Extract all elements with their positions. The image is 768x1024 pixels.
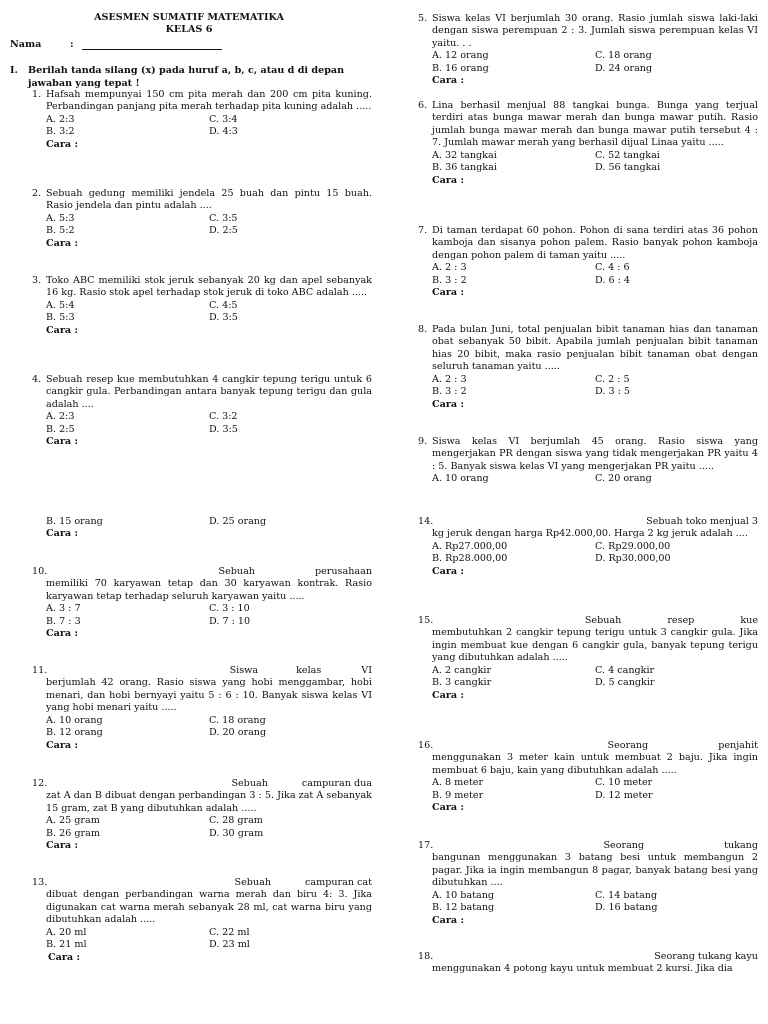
option-a[interactable]: A. 10 orang bbox=[46, 714, 103, 726]
option-c[interactable]: C. 18 orang bbox=[595, 50, 652, 62]
question-9 bbox=[418, 436, 758, 486]
question-number: 6. bbox=[418, 100, 428, 111]
option-d[interactable]: D. 4:3 bbox=[209, 126, 238, 138]
option-d[interactable]: D. 56 tangkai bbox=[595, 162, 661, 174]
question-number: 1. bbox=[32, 89, 42, 100]
option-b[interactable]: B. 3:2 bbox=[46, 126, 75, 138]
question-6 bbox=[418, 100, 758, 187]
question-text-head: tukang bbox=[724, 840, 758, 851]
question-text-head: resep bbox=[667, 615, 695, 626]
question-11 bbox=[32, 665, 372, 752]
cara-label: Cara : bbox=[432, 75, 465, 87]
question-text: menggunakan 4 potong kayu untuk membuat 2 kursi. Jika dia bbox=[432, 963, 733, 975]
cara-label: Cara : bbox=[46, 528, 79, 540]
cara-label: Cara : bbox=[432, 565, 465, 577]
option-d[interactable]: D. 16 batang bbox=[595, 902, 658, 914]
option-d[interactable]: D. Rp30.000,00 bbox=[595, 553, 671, 565]
question-text: menggunakan 3 meter kain untuk membuat 2 baju. Jika ingin membuat 6 baju, kain yang dibutuhkan adalah ..... bbox=[432, 752, 758, 776]
option-a[interactable]: A. 2:3 bbox=[46, 411, 75, 423]
question-3 bbox=[32, 275, 372, 337]
option-b[interactable]: B. 2:5 bbox=[46, 423, 75, 435]
question-number: 18. bbox=[418, 951, 434, 962]
question-12 bbox=[32, 778, 372, 853]
option-d[interactable]: D. 25 orang bbox=[209, 516, 267, 527]
worksheet-title: ASESMEN SUMATIF MATEMATIKA bbox=[94, 12, 284, 23]
option-a[interactable]: A. 2:3 bbox=[46, 113, 75, 125]
option-b[interactable]: B. 15 orang bbox=[46, 516, 103, 527]
option-c[interactable]: C. 3:4 bbox=[209, 113, 238, 125]
question-10 bbox=[32, 566, 372, 641]
question-text: membutuhkan 2 cangkir tepung terigu untuk 3 cangkir gula. Jika ingin membuat kue dengan 6 cangkir gula, banyak tepung terigu yang dibutuhkan adalah ..... bbox=[432, 627, 758, 664]
option-a[interactable]: A. 2 : 3 bbox=[432, 373, 467, 385]
question-number: 2. bbox=[32, 188, 42, 199]
option-d[interactable]: D. 6 : 4 bbox=[595, 274, 630, 286]
cara-label: Cara : bbox=[46, 138, 79, 150]
cara-label: Cara : bbox=[432, 802, 465, 814]
option-d[interactable]: D. 30 gram bbox=[209, 827, 264, 839]
option-a[interactable]: A. 8 meter bbox=[432, 777, 484, 789]
option-b[interactable]: B. 12 orang bbox=[46, 727, 103, 739]
option-d[interactable]: D. 5 cangkir bbox=[595, 677, 655, 689]
question-text: Di taman terdapat 60 pohon. Pohon di sana terdiri atas 36 pohon kamboja dan sisanya pohon palem. Rasio banyak pohon kamboja dengan pohon palem di taman yaitu ..... bbox=[432, 225, 758, 261]
cara-label: Cara : bbox=[432, 914, 465, 926]
cara-label: Cara : bbox=[46, 324, 79, 336]
class-label: KELAS 6 bbox=[165, 24, 213, 36]
option-a[interactable]: A. 5:4 bbox=[46, 299, 75, 311]
option-c[interactable]: C. Rp29.000,00 bbox=[595, 540, 671, 552]
instruction-text-2: jawaban yang tepat ! bbox=[28, 77, 140, 89]
cara-label: Cara : bbox=[46, 436, 79, 448]
option-c[interactable]: C. 4:5 bbox=[209, 299, 238, 311]
question-number: 16. bbox=[418, 740, 434, 751]
option-d[interactable]: D. 20 orang bbox=[209, 727, 267, 739]
question-text-head: campuran dua bbox=[301, 778, 372, 789]
question-text-head: Sebuah bbox=[234, 877, 271, 888]
cara-label: Cara : bbox=[432, 174, 465, 186]
cara-label: Cara : bbox=[432, 689, 465, 701]
question-text-head: Sebuah bbox=[231, 778, 268, 789]
question-number: 9. bbox=[418, 436, 428, 447]
question-13 bbox=[32, 877, 372, 964]
question-text: Siswa kelas VI berjumlah 30 orang. Rasio jumlah siswa laki-laki dengan siswa perempuan 2 : 3. Jumlah siswa perempuan kelas VI yaitu. . . bbox=[432, 13, 758, 49]
option-d[interactable]: D. 3:5 bbox=[209, 312, 238, 324]
option-d[interactable]: D. 24 orang bbox=[595, 62, 653, 74]
option-b[interactable]: B. 7 : 3 bbox=[46, 615, 81, 627]
option-a[interactable]: A. 2 : 3 bbox=[432, 262, 467, 274]
cara-label: Cara : bbox=[432, 398, 465, 410]
option-d[interactable]: D. 23 ml bbox=[209, 939, 250, 951]
option-b[interactable]: B. 21 ml bbox=[46, 939, 87, 951]
option-b[interactable]: B. 3 : 2 bbox=[432, 274, 467, 286]
question-7 bbox=[418, 225, 758, 300]
question-8 bbox=[418, 324, 758, 411]
option-d[interactable]: D. 2:5 bbox=[209, 225, 238, 237]
option-c[interactable]: C. 28 gram bbox=[209, 815, 263, 827]
question-text-head: penjahit bbox=[718, 740, 758, 751]
option-a[interactable]: A. 3 : 7 bbox=[46, 603, 81, 615]
option-c[interactable]: C. 14 batang bbox=[595, 889, 658, 901]
question-text-head: Seorang bbox=[607, 740, 649, 751]
cara-label: Cara : bbox=[48, 951, 81, 963]
question-number: 14. bbox=[418, 516, 434, 527]
question-text-head: Sebuah toko menjual 3 bbox=[646, 516, 758, 527]
option-d[interactable]: D. 7 : 10 bbox=[209, 615, 251, 627]
option-a[interactable]: A. 20 ml bbox=[46, 926, 87, 938]
question-text-head: kue bbox=[740, 615, 758, 626]
question-5 bbox=[418, 13, 758, 88]
question-number: 11. bbox=[32, 665, 48, 676]
question-text-head: VI bbox=[361, 665, 372, 676]
question-4 bbox=[32, 374, 372, 449]
option-c[interactable]: C. 4 : 6 bbox=[595, 262, 630, 274]
option-b[interactable]: B. 16 orang bbox=[432, 62, 489, 74]
question-text: dibuat dengan perbandingan warna merah dan biru 4: 3. Jika digunakan cat warna merah sebanyak 28 ml, cat warna biru yang dibutuhkan adalah ..... bbox=[46, 889, 372, 926]
question-text: Toko ABC memiliki stok jeruk sebanyak 20 kg dan apel sebanyak 16 kg. Rasio stok apel terhadap stok jeruk di toko ABC adalah ..... bbox=[46, 275, 372, 299]
question-16 bbox=[418, 740, 758, 815]
option-b[interactable]: B. 5:3 bbox=[46, 312, 75, 324]
option-c[interactable]: C. 20 orang bbox=[595, 473, 652, 485]
question-text-head: campuran cat bbox=[305, 877, 372, 888]
cara-label: Cara : bbox=[46, 739, 79, 751]
question-15 bbox=[418, 615, 758, 702]
question-text-head: Seorang bbox=[603, 840, 645, 851]
option-b[interactable]: B. 3 cangkir bbox=[432, 677, 492, 689]
option-a[interactable]: A. 10 orang bbox=[432, 473, 489, 485]
option-a[interactable]: A. 25 gram bbox=[46, 815, 100, 827]
question-1 bbox=[32, 89, 372, 151]
option-b[interactable]: B. 26 gram bbox=[46, 827, 100, 839]
question-text-head: Sebuah bbox=[218, 566, 255, 577]
question-number: 15. bbox=[418, 615, 434, 626]
question-number: 17. bbox=[418, 840, 434, 851]
option-c[interactable]: C. 18 orang bbox=[209, 714, 266, 726]
question-text-head: Seorang tukang kayu bbox=[654, 951, 758, 962]
question-text: berjumlah 42 orang. Rasio siswa yang hobi menggambar, hobi menari, dan hobi bernyayi yaitu 5 : 6 : 10. Banyak siswa kelas VI yang hobi menari yaitu ..... bbox=[46, 677, 372, 714]
option-a[interactable]: A. 12 orang bbox=[432, 50, 489, 62]
question-text: kg jeruk dengan harga Rp42.000,00. Harga 2 kg jeruk adalah .... bbox=[432, 528, 748, 540]
option-c[interactable]: C. 52 tangkai bbox=[595, 149, 660, 161]
name-label: Nama bbox=[10, 38, 42, 50]
option-d[interactable]: D. 12 meter bbox=[595, 789, 653, 801]
question-number: 12. bbox=[32, 778, 48, 789]
question-text: Lina berhasil menjual 88 tangkai bunga. Bunga yang terjual terdiri atas bunga mawar merah dan bunga mawar putih. Rasio jumlah bunga mawar merah dan bunga mawar putih tersebut 4 : 7. Jumlah mawar merah yang berhasil dijual Linaa yaitu ..... bbox=[432, 100, 758, 149]
question-18 bbox=[418, 951, 758, 976]
option-b[interactable]: B. Rp28.000,00 bbox=[432, 553, 508, 565]
question-text-head: kelas bbox=[296, 665, 322, 676]
question-text-head: Sebuah bbox=[584, 615, 622, 626]
option-a[interactable]: A. 10 batang bbox=[432, 889, 495, 901]
option-d[interactable]: D. 3 : 5 bbox=[595, 386, 630, 398]
instruction-text: Berilah tanda silang (x) pada huruf a, b, c, atau d di depan bbox=[28, 65, 345, 77]
option-b[interactable]: B. 12 batang bbox=[432, 902, 495, 914]
question-text: bangunan menggunakan 3 batang besi untuk membangun 2 pagar. Jika ia ingin membangun 8 pagar, banyak batang besi yang dibutuhkan .... bbox=[432, 852, 758, 889]
option-b[interactable]: B. 9 meter bbox=[432, 789, 484, 801]
question-number: 4. bbox=[32, 374, 42, 385]
option-c[interactable]: C. 4 cangkir bbox=[595, 664, 655, 676]
question-14 bbox=[418, 516, 758, 578]
option-a[interactable]: A. Rp27.000,00 bbox=[432, 540, 508, 552]
left-questions bbox=[10, 0, 372, 1024]
option-c[interactable]: C. 2 : 5 bbox=[595, 373, 630, 385]
question-number: 10. bbox=[32, 566, 48, 577]
question-number: 8. bbox=[418, 324, 428, 335]
question-9-continued bbox=[32, 516, 372, 541]
option-a[interactable]: A. 32 tangkai bbox=[432, 149, 497, 161]
question-17 bbox=[418, 840, 758, 927]
cara-label: Cara : bbox=[46, 237, 79, 249]
cara-label: Cara : bbox=[46, 840, 79, 852]
question-text: memiliki 70 karyawan tetap dan 30 karyawan kontrak. Rasio karyawan tetap terhadap seluruh karyawan yaitu ..... bbox=[46, 578, 372, 602]
question-number: 7. bbox=[418, 225, 428, 236]
option-a[interactable]: A. 2 cangkir bbox=[432, 664, 492, 676]
option-b[interactable]: B. 5:2 bbox=[46, 225, 75, 237]
option-c[interactable]: C. 22 ml bbox=[209, 926, 250, 938]
option-b[interactable]: B. 36 tangkai bbox=[432, 162, 497, 174]
question-text-head: perusahaan bbox=[314, 566, 372, 577]
question-text: zat A dan B dibuat dengan perbandingan 3 : 5. Jika zat A sebanyak 15 gram, zat B yang dibutuhkan adalah ..... bbox=[46, 790, 372, 814]
cara-label: Cara : bbox=[432, 287, 465, 299]
option-a[interactable]: A. 5:3 bbox=[46, 212, 75, 224]
option-c[interactable]: C. 3 : 10 bbox=[209, 603, 250, 615]
option-c[interactable]: C. 3:5 bbox=[209, 212, 238, 224]
instruction-number: I. bbox=[10, 65, 18, 77]
question-number: 3. bbox=[32, 275, 42, 286]
option-c[interactable]: C. 10 meter bbox=[595, 777, 653, 789]
question-text: Siswa kelas VI berjumlah 45 orang. Rasio siswa yang mengerjakan PR dengan siswa yang tidak mengerjakan PR yaitu 4 : 5. Banyak siswa kelas VI yang mengerjakan PR yaitu ..... bbox=[432, 436, 758, 472]
right-column bbox=[418, 0, 758, 1024]
option-b[interactable]: B. 3 : 2 bbox=[432, 386, 467, 398]
question-text-head: Siswa bbox=[229, 665, 259, 676]
name-colon: : bbox=[70, 38, 74, 50]
question-number: 5. bbox=[418, 13, 428, 24]
question-text: Sebuah resep kue membutuhkan 4 cangkir tepung terigu untuk 6 cangkir gula. Perbandingan antara banyak tepung terigu dan gula adalah .... bbox=[46, 374, 372, 410]
question-text: Pada bulan Juni, total penjualan bibit tanaman hias dan tanaman obat sebanyak 50 bibit. Apabila jumlah penjualan bibit tanaman hias 20 bibit, maka rasio penjualan bibit tanaman obat dengan seluruh tanaman yaitu ..... bbox=[432, 324, 758, 373]
question-number: 13. bbox=[32, 877, 48, 888]
question-text: Hafsah mempunyai 150 cm pita merah dan 200 cm pita kuning. Perbandingan panjang pita merah terhadap pita kuning adalah ..... bbox=[46, 89, 372, 113]
question-2 bbox=[32, 188, 372, 250]
option-d[interactable]: D. 3:5 bbox=[209, 423, 238, 435]
option-c[interactable]: C. 3:2 bbox=[209, 411, 238, 423]
cara-label: Cara : bbox=[46, 628, 79, 640]
question-text: Sebuah gedung memiliki jendela 25 buah dan pintu 15 buah. Rasio jendela dan pintu adalah .... bbox=[46, 188, 372, 212]
